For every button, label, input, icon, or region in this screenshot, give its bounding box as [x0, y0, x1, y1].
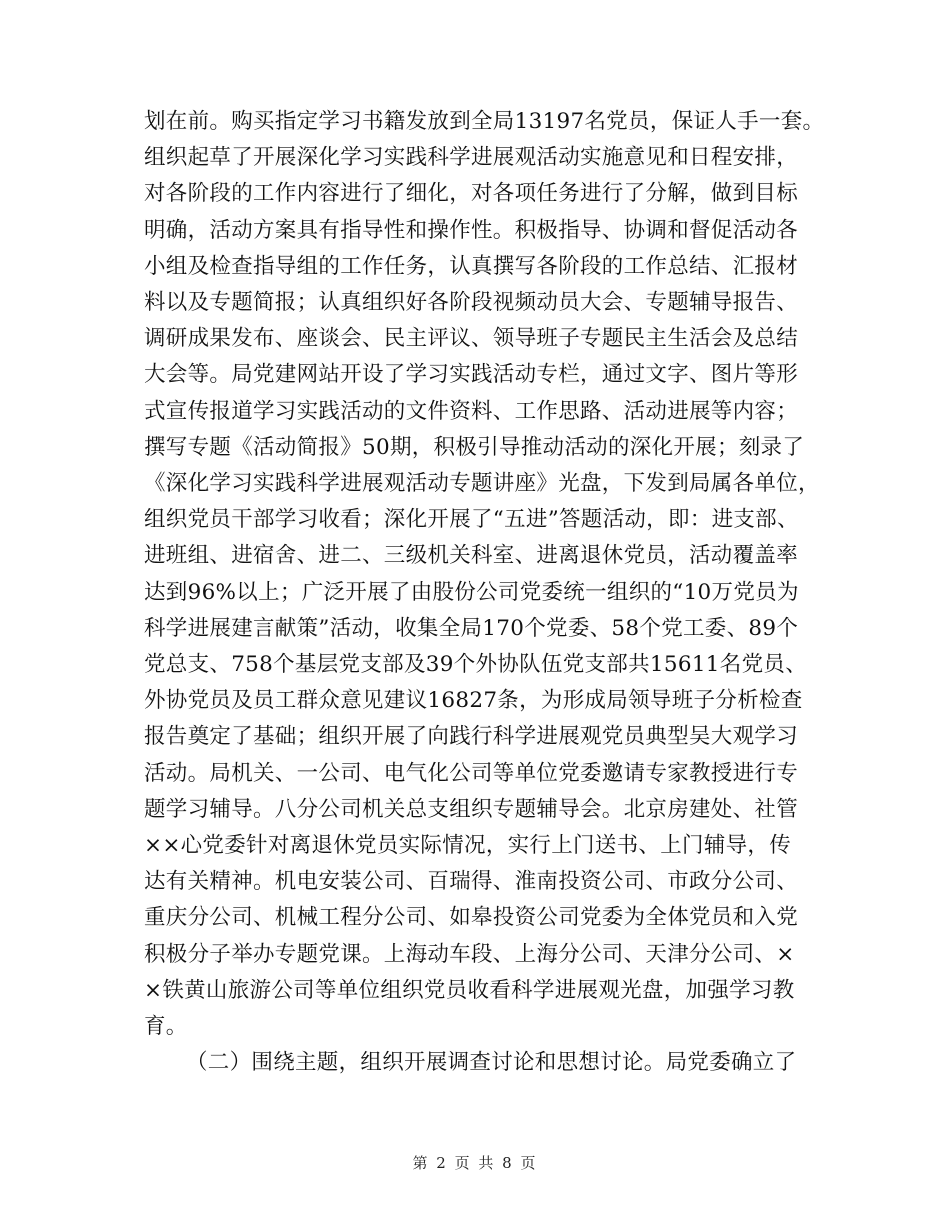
text-line: 积极分子举办专题党课。上海动车段、上海分公司、天津分公司、× [144, 941, 795, 967]
text-line: 育。 [144, 1014, 188, 1040]
text-line: 进班组、进宿舍、进二、三级机关科室、进离退休党员，活动覆盖率 [144, 543, 799, 569]
text-line: 调研成果发布、座谈会、民主评议、领导班子专题民主生活会及总结 [144, 326, 799, 352]
text-line: 小组及检查指导组的工作任务，认真撰写各阶段的工作总结、汇报材 [144, 253, 799, 279]
section-heading-line: （二）围绕主题，组织开展调查讨论和思想讨论。局党委确立了 [186, 1050, 797, 1076]
text-line: 组织起草了开展深化学习实践科学进展观活动实施意见和日程安排， [144, 145, 799, 171]
page-footer: 第 2 页 共 8 页 [412, 1154, 538, 1172]
text-line: 对各阶段的工作内容进行了细化，对各项任务进行了分解，做到目标 [144, 181, 799, 207]
text-line: ××心党委针对离退休党员实际情况，实行上门送书、上门辅导，传 [144, 833, 792, 859]
text-line: 式宣传报道学习实践活动的文件资料、工作思路、活动进展等内容； [144, 398, 799, 424]
text-line: 达到96%以上；广泛开展了由股份公司党委统一组织的“10万党员为 [144, 579, 799, 605]
text-line: 大会等。局党建网站开设了学习实践活动专栏，通过文字、图片等形 [144, 362, 799, 388]
text-line: 料以及专题简报；认真组织好各阶段视频动员大会、专题辅导报告、 [144, 290, 799, 316]
text-line: 撰写专题《活动简报》50期，积极引导推动活动的深化开展；刻录了 [144, 434, 805, 460]
text-line: 党总支、758个基层党支部及39个外协队伍党支部共15611名党员、 [144, 652, 807, 678]
text-line: 活动。局机关、一公司、电气化公司等单位党委邀请专家教授进行专 [144, 760, 799, 786]
text-line: 划在前。购买指定学习书籍发放到全局13197名党员，保证人手一套。 [144, 109, 825, 134]
text-line: ×铁黄山旅游公司等单位组织党员收看科学进展观光盘，加强学习教 [144, 977, 795, 1003]
text-line: 科学进展建言献策”活动，收集全局170个党委、58个党工委、89个 [144, 615, 799, 641]
text-line: 明确，活动方案具有指导性和操作性。积极指导、协调和督促活动各 [144, 217, 799, 243]
text-line: 组织党员干部学习收看；深化开展了“五进”答题活动，即：进支部、 [144, 507, 799, 533]
text-line: 题学习辅导。八分公司机关总支组织专题辅导会。北京房建处、社管 [144, 796, 799, 822]
text-line: 《深化学习实践科学进展观活动专题讲座》光盘，下发到局属各单位， [144, 471, 820, 497]
text-line: 外协党员及员工群众意见建议16827条，为形成局领导班子分析检查 [144, 688, 803, 714]
text-line: 报告奠定了基础；组织开展了向践行科学进展观党员典型吴大观学习 [144, 724, 799, 750]
body-text [144, 104, 825, 1081]
text-line: 重庆分公司、机械工程分公司、如皋投资公司党委为全体党员和入党 [144, 905, 799, 931]
text-line: 达有关精神。机电安装公司、百瑞得、淮南投资公司、市政分公司、 [144, 869, 799, 895]
